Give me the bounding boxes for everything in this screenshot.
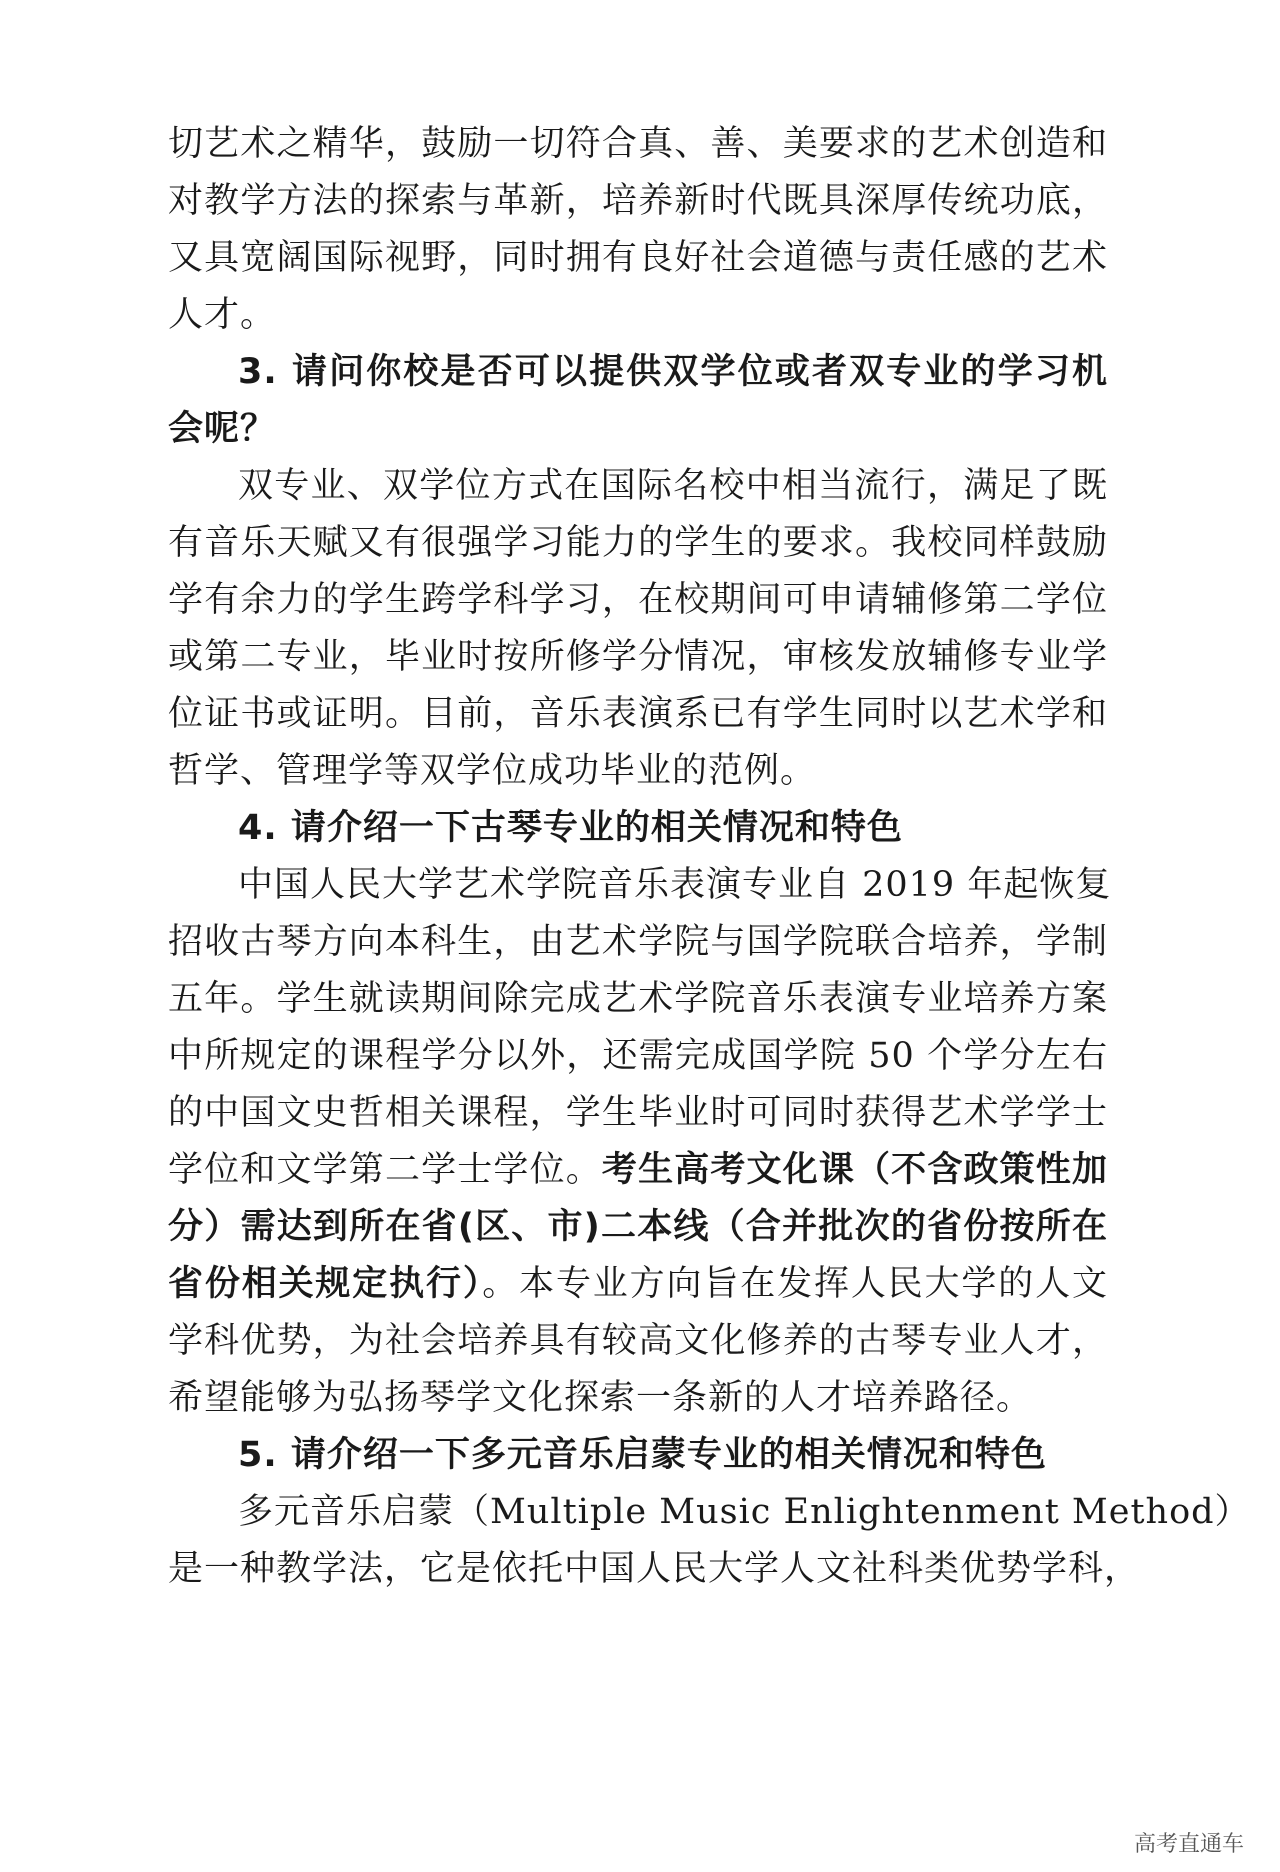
- question-3-heading: 3. 请问你校是否可以提供双学位或者双专业的学习机: [238, 352, 1108, 392]
- paragraph-line: 的中国文史哲相关课程，学生毕业时可同时获得艺术学学士: [168, 1093, 1108, 1133]
- paragraph-line: 五年。学生就读期间除完成艺术学院音乐表演专业培养方案: [168, 979, 1108, 1019]
- paragraph-line: 学科优势，为社会培养具有较高文化修养的古琴专业人才，: [168, 1321, 1108, 1361]
- watermark: 高考直通车: [1133, 1832, 1244, 1857]
- normal-text: 学位和文学第二学士学位。: [168, 1150, 602, 1190]
- paragraph-line: 对教学方法的探索与革新，培养新时代既具深厚传统功底，: [168, 181, 1108, 221]
- paragraph-line: 位证书或证明。目前，音乐表演系已有学生同时以艺术学和: [168, 694, 1108, 734]
- paragraph-line-mixed: [168, 1257, 1108, 1311]
- paragraph-line: 有音乐天赋又有很强学习能力的学生的要求。我校同样鼓励: [168, 523, 1108, 563]
- emphasis-text: 省份相关规定执行）: [168, 1264, 483, 1304]
- paragraph-line: 学有余力的学生跨学科学习，在校期间可申请辅修第二学位: [168, 580, 1108, 620]
- paragraph-line: 双专业、双学位方式在国际名校中相当流行，满足了既: [238, 466, 1108, 506]
- paragraph-line: 哲学、管理学等双学位成功毕业的范例。: [168, 751, 817, 791]
- paragraph-line-mixed: [168, 1143, 1108, 1197]
- paragraph-line: 或第二专业，毕业时按所修学分情况，审核发放辅修专业学: [168, 637, 1108, 677]
- emphasis-text: 考生高考文化课（不含政策性加: [601, 1150, 1108, 1190]
- paragraph-line: 希望能够为弘扬琴学文化探索一条新的人才培养路径。: [168, 1378, 1033, 1418]
- paragraph-line: 切艺术之精华，鼓励一切符合真、善、美要求的艺术创造和: [168, 124, 1108, 164]
- normal-text: 。本专业方向旨在发挥人民大学的人文: [482, 1264, 1108, 1304]
- paragraph-line: 招收古琴方向本科生，由艺术学院与国学院联合培养，学制: [168, 922, 1108, 962]
- question-3-heading-cont: 会呢？: [168, 409, 277, 449]
- paragraph-line: 是一种教学法，它是依托中国人民大学人文社科类优势学科，: [168, 1549, 1141, 1589]
- paragraph-line: 多元音乐启蒙（Multiple Music Enlightenment Method）: [238, 1492, 1251, 1532]
- paragraph-line: 人才。: [168, 295, 277, 335]
- question-5-heading: 5. 请介绍一下多元音乐启蒙专业的相关情况和特色: [238, 1435, 1047, 1475]
- paragraph-line-bold: [168, 1200, 1108, 1254]
- question-4-heading: 4. 请介绍一下古琴专业的相关情况和特色: [238, 808, 903, 848]
- paragraph-line: 又具宽阔国际视野，同时拥有良好社会道德与责任感的艺术: [168, 238, 1108, 278]
- paragraph-line: 中国人民大学艺术学院音乐表演专业自 2019 年起恢复: [238, 865, 1112, 905]
- paragraph-line: 中所规定的课程学分以外，还需完成国学院 50 个学分左右: [168, 1036, 1108, 1076]
- emphasis-text: 分）需达到所在省(区、市)二本线（合并批次的省份按所在: [168, 1207, 1108, 1247]
